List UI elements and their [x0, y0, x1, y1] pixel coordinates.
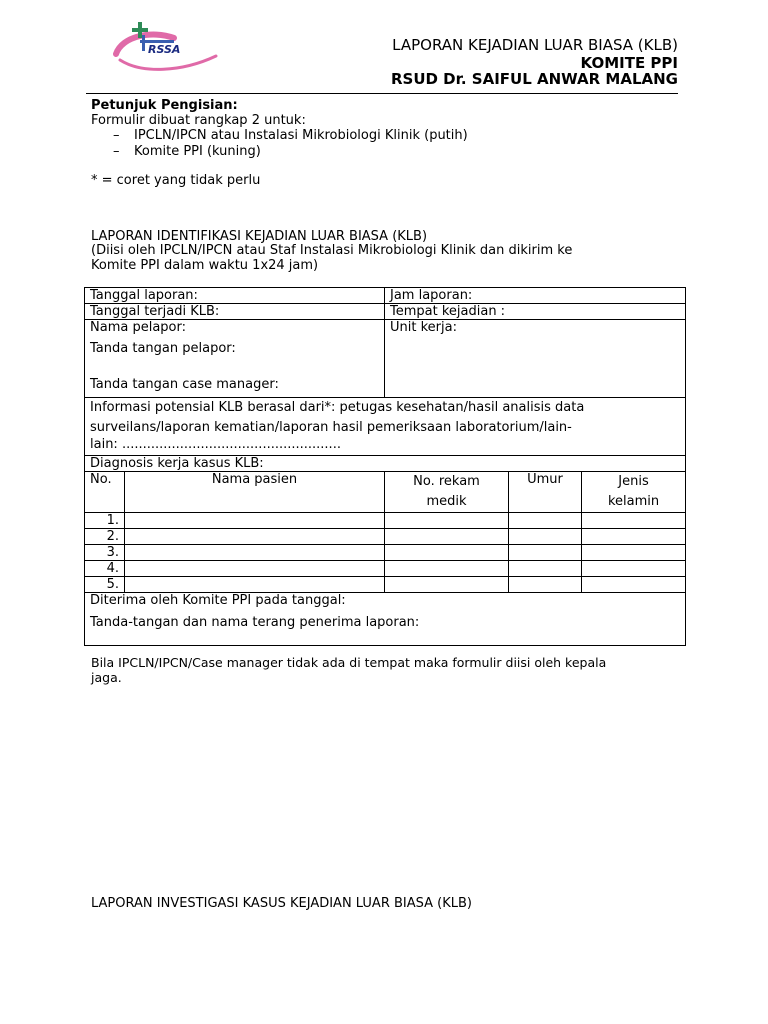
col-header-jenis-kelamin [582, 472, 686, 513]
cell-rekam-medik[interactable] [385, 513, 509, 529]
field-tanda-penerima: Tanda-tangan dan nama terang penerima laporan: [90, 615, 420, 630]
field-pelapor-block[interactable] [85, 320, 385, 398]
cell-umur[interactable] [509, 529, 582, 545]
list-dash: – [113, 144, 120, 159]
instructions-intro: Formulir dibuat rangkap 2 untuk: [91, 113, 306, 128]
field-tanggal-laporan[interactable]: Tanggal laporan: [85, 288, 385, 304]
cell-umur[interactable] [509, 577, 582, 593]
row-number: 4. [85, 561, 125, 577]
instructions-title: Petunjuk Pengisian: [91, 98, 238, 113]
col-header-rekam-medik [385, 472, 509, 513]
col-header-rekam-2: medik [426, 494, 467, 509]
table-row [85, 577, 686, 593]
field-tempat-kejadian[interactable]: Tempat kejadian : [385, 304, 686, 320]
cell-rekam-medik[interactable] [385, 561, 509, 577]
cell-rekam-medik[interactable] [385, 577, 509, 593]
section1-title: LAPORAN IDENTIFIKASI KEJADIAN LUAR BIASA (KLB) [91, 229, 428, 244]
field-diagnosis[interactable]: Diagnosis kerja kasus KLB: [85, 456, 686, 472]
row-number: 2. [85, 529, 125, 545]
footnote-line-1: Bila IPCLN/IPCN/Case manager tidak ada di tempat maka formulir diisi oleh kepala [91, 655, 607, 670]
row-number: 3. [85, 545, 125, 561]
cell-umur[interactable] [509, 545, 582, 561]
header-title: LAPORAN KEJADIAN LUAR BIASA (KLB) [392, 36, 678, 54]
cell-jenis-kelamin[interactable] [582, 561, 686, 577]
cell-nama-pasien[interactable] [125, 577, 385, 593]
cell-jenis-kelamin[interactable] [582, 545, 686, 561]
instructions-note: * = coret yang tidak perlu [91, 173, 261, 188]
field-ttd-pelapor: Tanda tangan pelapor: [90, 341, 236, 356]
cell-umur[interactable] [509, 513, 582, 529]
row-number: 1. [85, 513, 125, 529]
cell-jenis-kelamin[interactable] [582, 577, 686, 593]
field-diterima-tanggal: Diterima oleh Komite PPI pada tanggal: [90, 593, 346, 608]
instructions-item-2: Komite PPI (kuning) [134, 144, 261, 159]
footnote-line-2: jaga. [91, 670, 122, 685]
logo-text: RSSA [148, 43, 181, 56]
col-header-no: No. [85, 472, 125, 513]
info-line-3: lain: ..................................................... [90, 437, 341, 452]
header-hospital: RSUD Dr. SAIFUL ANWAR MALANG [390, 70, 678, 88]
list-dash: – [113, 128, 120, 143]
klb-report-form [84, 287, 686, 646]
header-divider [86, 93, 678, 94]
section1-subtitle-2: Komite PPI dalam waktu 1x24 jam) [91, 258, 319, 273]
info-line-2: surveilans/laporan kematian/laporan hasil pemeriksaan laboratorium/lain- [90, 420, 572, 435]
cell-umur[interactable] [509, 561, 582, 577]
rssa-logo [112, 16, 222, 78]
col-header-nama-pasien: Nama pasien [125, 472, 385, 513]
field-jam-laporan[interactable]: Jam laporan: [385, 288, 686, 304]
cell-jenis-kelamin[interactable] [582, 529, 686, 545]
field-nama-pelapor: Nama pelapor: [90, 320, 186, 335]
section2-title: LAPORAN INVESTIGASI KASUS KEJADIAN LUAR BIASA (KLB) [91, 896, 472, 911]
cell-nama-pasien[interactable] [125, 545, 385, 561]
field-penerimaan[interactable] [85, 593, 686, 646]
cell-rekam-medik[interactable] [385, 529, 509, 545]
col-header-umur: Umur [509, 472, 582, 513]
row-number: 5. [85, 577, 125, 593]
cell-nama-pasien[interactable] [125, 529, 385, 545]
col-header-jenis-1: Jenis [618, 474, 649, 489]
cell-rekam-medik[interactable] [385, 545, 509, 561]
field-ttd-case-manager: Tanda tangan case manager: [90, 377, 279, 392]
cell-nama-pasien[interactable] [125, 561, 385, 577]
table-row [85, 561, 686, 577]
table-row [85, 513, 686, 529]
table-row [85, 545, 686, 561]
table-row [85, 529, 686, 545]
section1-subtitle-1: (Diisi oleh IPCLN/IPCN atau Staf Instalasi Mikrobiologi Klinik dan dikirim ke [91, 243, 573, 258]
instructions-item-1: IPCLN/IPCN atau Instalasi Mikrobiologi Klinik (putih) [134, 128, 468, 143]
col-header-rekam-1: No. rekam [413, 474, 480, 489]
col-header-jenis-2: kelamin [607, 494, 660, 509]
field-unit-kerja[interactable]: Unit kerja: [385, 320, 686, 398]
field-tanggal-klb[interactable]: Tanggal terjadi KLB: [85, 304, 385, 320]
header-committee: KOMITE PPI [580, 54, 678, 72]
cell-jenis-kelamin[interactable] [582, 513, 686, 529]
field-informasi-potensial[interactable] [85, 398, 686, 456]
cell-nama-pasien[interactable] [125, 513, 385, 529]
info-line-1: Informasi potensial KLB berasal dari*: petugas kesehatan/hasil analisis data [90, 400, 585, 415]
